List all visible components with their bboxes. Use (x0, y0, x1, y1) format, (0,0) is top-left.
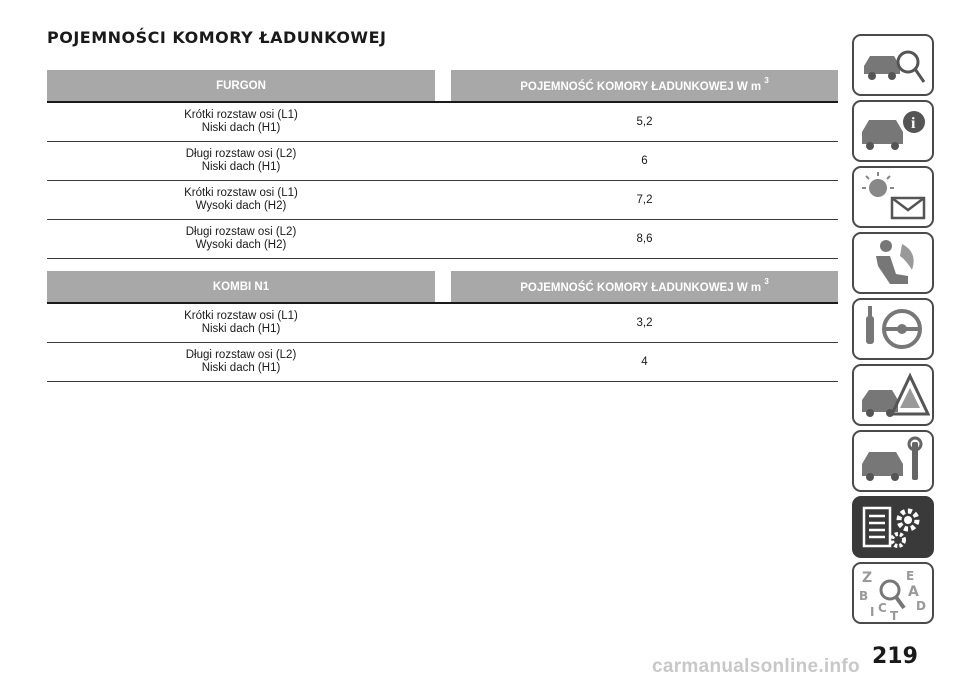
row-config-line2: Wysoki dach (H2) (195, 239, 287, 251)
table-header-row (47, 70, 838, 102)
nav-tab-car-info[interactable] (852, 100, 934, 162)
row-config (47, 142, 435, 181)
nav-tab-index[interactable] (852, 562, 934, 624)
nav-tab-maintenance[interactable] (852, 430, 934, 492)
airbag-seat-icon (856, 236, 930, 290)
row-value: 8,6 (451, 220, 838, 259)
table-row (47, 303, 838, 343)
row-value: 5,2 (451, 102, 838, 142)
header-capacity-unit-sup: 3 (764, 76, 769, 86)
row-value: 6 (451, 142, 838, 181)
row-config (47, 303, 435, 343)
warning-lights-message-icon (856, 170, 930, 224)
row-gap (435, 220, 451, 259)
row-config-line1: Długi rozstaw osi (L2) (185, 148, 297, 160)
row-config-line1: Długi rozstaw osi (L2) (185, 226, 297, 238)
header-capacity-label: POJEMNOŚĆ KOMORY ŁADUNKOWEJ W m (520, 281, 762, 294)
row-gap (435, 142, 451, 181)
row-config-line2: Niski dach (H1) (201, 323, 281, 335)
row-gap (435, 181, 451, 220)
page-title: POJEMNOŚCI KOMORY ŁADUNKOWEJ (47, 28, 387, 47)
row-config-line2: Niski dach (H1) (201, 122, 281, 134)
watermark: carmanualsonline.info (652, 656, 860, 677)
index-letter: A (908, 584, 919, 600)
nav-tab-key-steering[interactable] (852, 298, 934, 360)
cargo-table-furgon (47, 70, 838, 259)
car-search-icon (856, 38, 930, 92)
row-gap (435, 102, 451, 142)
table-header-row (47, 271, 838, 303)
index-letter: D (916, 599, 926, 613)
row-config-line2: Niski dach (H1) (201, 161, 281, 173)
row-config (47, 181, 435, 220)
index-letter: T (890, 609, 899, 620)
row-gap (435, 343, 451, 382)
table-row (47, 220, 838, 259)
header-capacity (451, 70, 838, 102)
nav-tab-technical-data[interactable] (852, 496, 934, 558)
nav-tab-airbag-seat[interactable] (852, 232, 934, 294)
row-config-line1: Krótki rozstaw osi (L1) (184, 109, 298, 121)
technical-data-gears-icon (856, 500, 930, 554)
header-capacity-unit-sup: 3 (764, 277, 769, 287)
row-config-line2: Wysoki dach (H2) (195, 200, 287, 212)
header-vehicle: FURGON (47, 70, 435, 102)
car-maintenance-icon (856, 434, 930, 488)
index-letter: C (878, 601, 887, 615)
car-info-icon (856, 104, 930, 158)
header-vehicle: KOMBI N1 (47, 271, 435, 303)
table-row (47, 343, 838, 382)
row-config-line1: Długi rozstaw osi (L2) (185, 349, 297, 361)
page-number: 219 (872, 644, 918, 669)
row-config (47, 343, 435, 382)
row-config (47, 220, 435, 259)
header-capacity-label: POJEMNOŚĆ KOMORY ŁADUNKOWEJ W m (520, 80, 762, 93)
cargo-table-kombi (47, 271, 838, 382)
row-config (47, 102, 435, 142)
row-config-line1: Krótki rozstaw osi (L1) (184, 310, 298, 322)
row-value: 3,2 (451, 303, 838, 343)
alphabetical-index-icon (856, 566, 930, 620)
svg-text:i: i (911, 115, 916, 132)
table-row (47, 142, 838, 181)
row-value: 7,2 (451, 181, 838, 220)
header-capacity (451, 271, 838, 303)
nav-tab-breakdown[interactable] (852, 364, 934, 426)
key-steering-wheel-icon (856, 302, 930, 356)
nav-tab-car-search[interactable] (852, 34, 934, 96)
table-row (47, 181, 838, 220)
nav-tab-warning-lights[interactable] (852, 166, 934, 228)
row-value: 4 (451, 343, 838, 382)
row-config-line1: Krótki rozstaw osi (L1) (184, 187, 298, 199)
header-gap (435, 271, 451, 303)
row-gap (435, 303, 451, 343)
index-letter: Z (862, 570, 873, 586)
table-row (47, 102, 838, 142)
header-gap (435, 70, 451, 102)
car-breakdown-warning-icon (856, 368, 930, 422)
index-letter: I (870, 605, 875, 619)
index-letter: B (859, 589, 869, 603)
row-config-line2: Niski dach (H1) (201, 362, 281, 374)
index-letter: E (906, 569, 915, 583)
